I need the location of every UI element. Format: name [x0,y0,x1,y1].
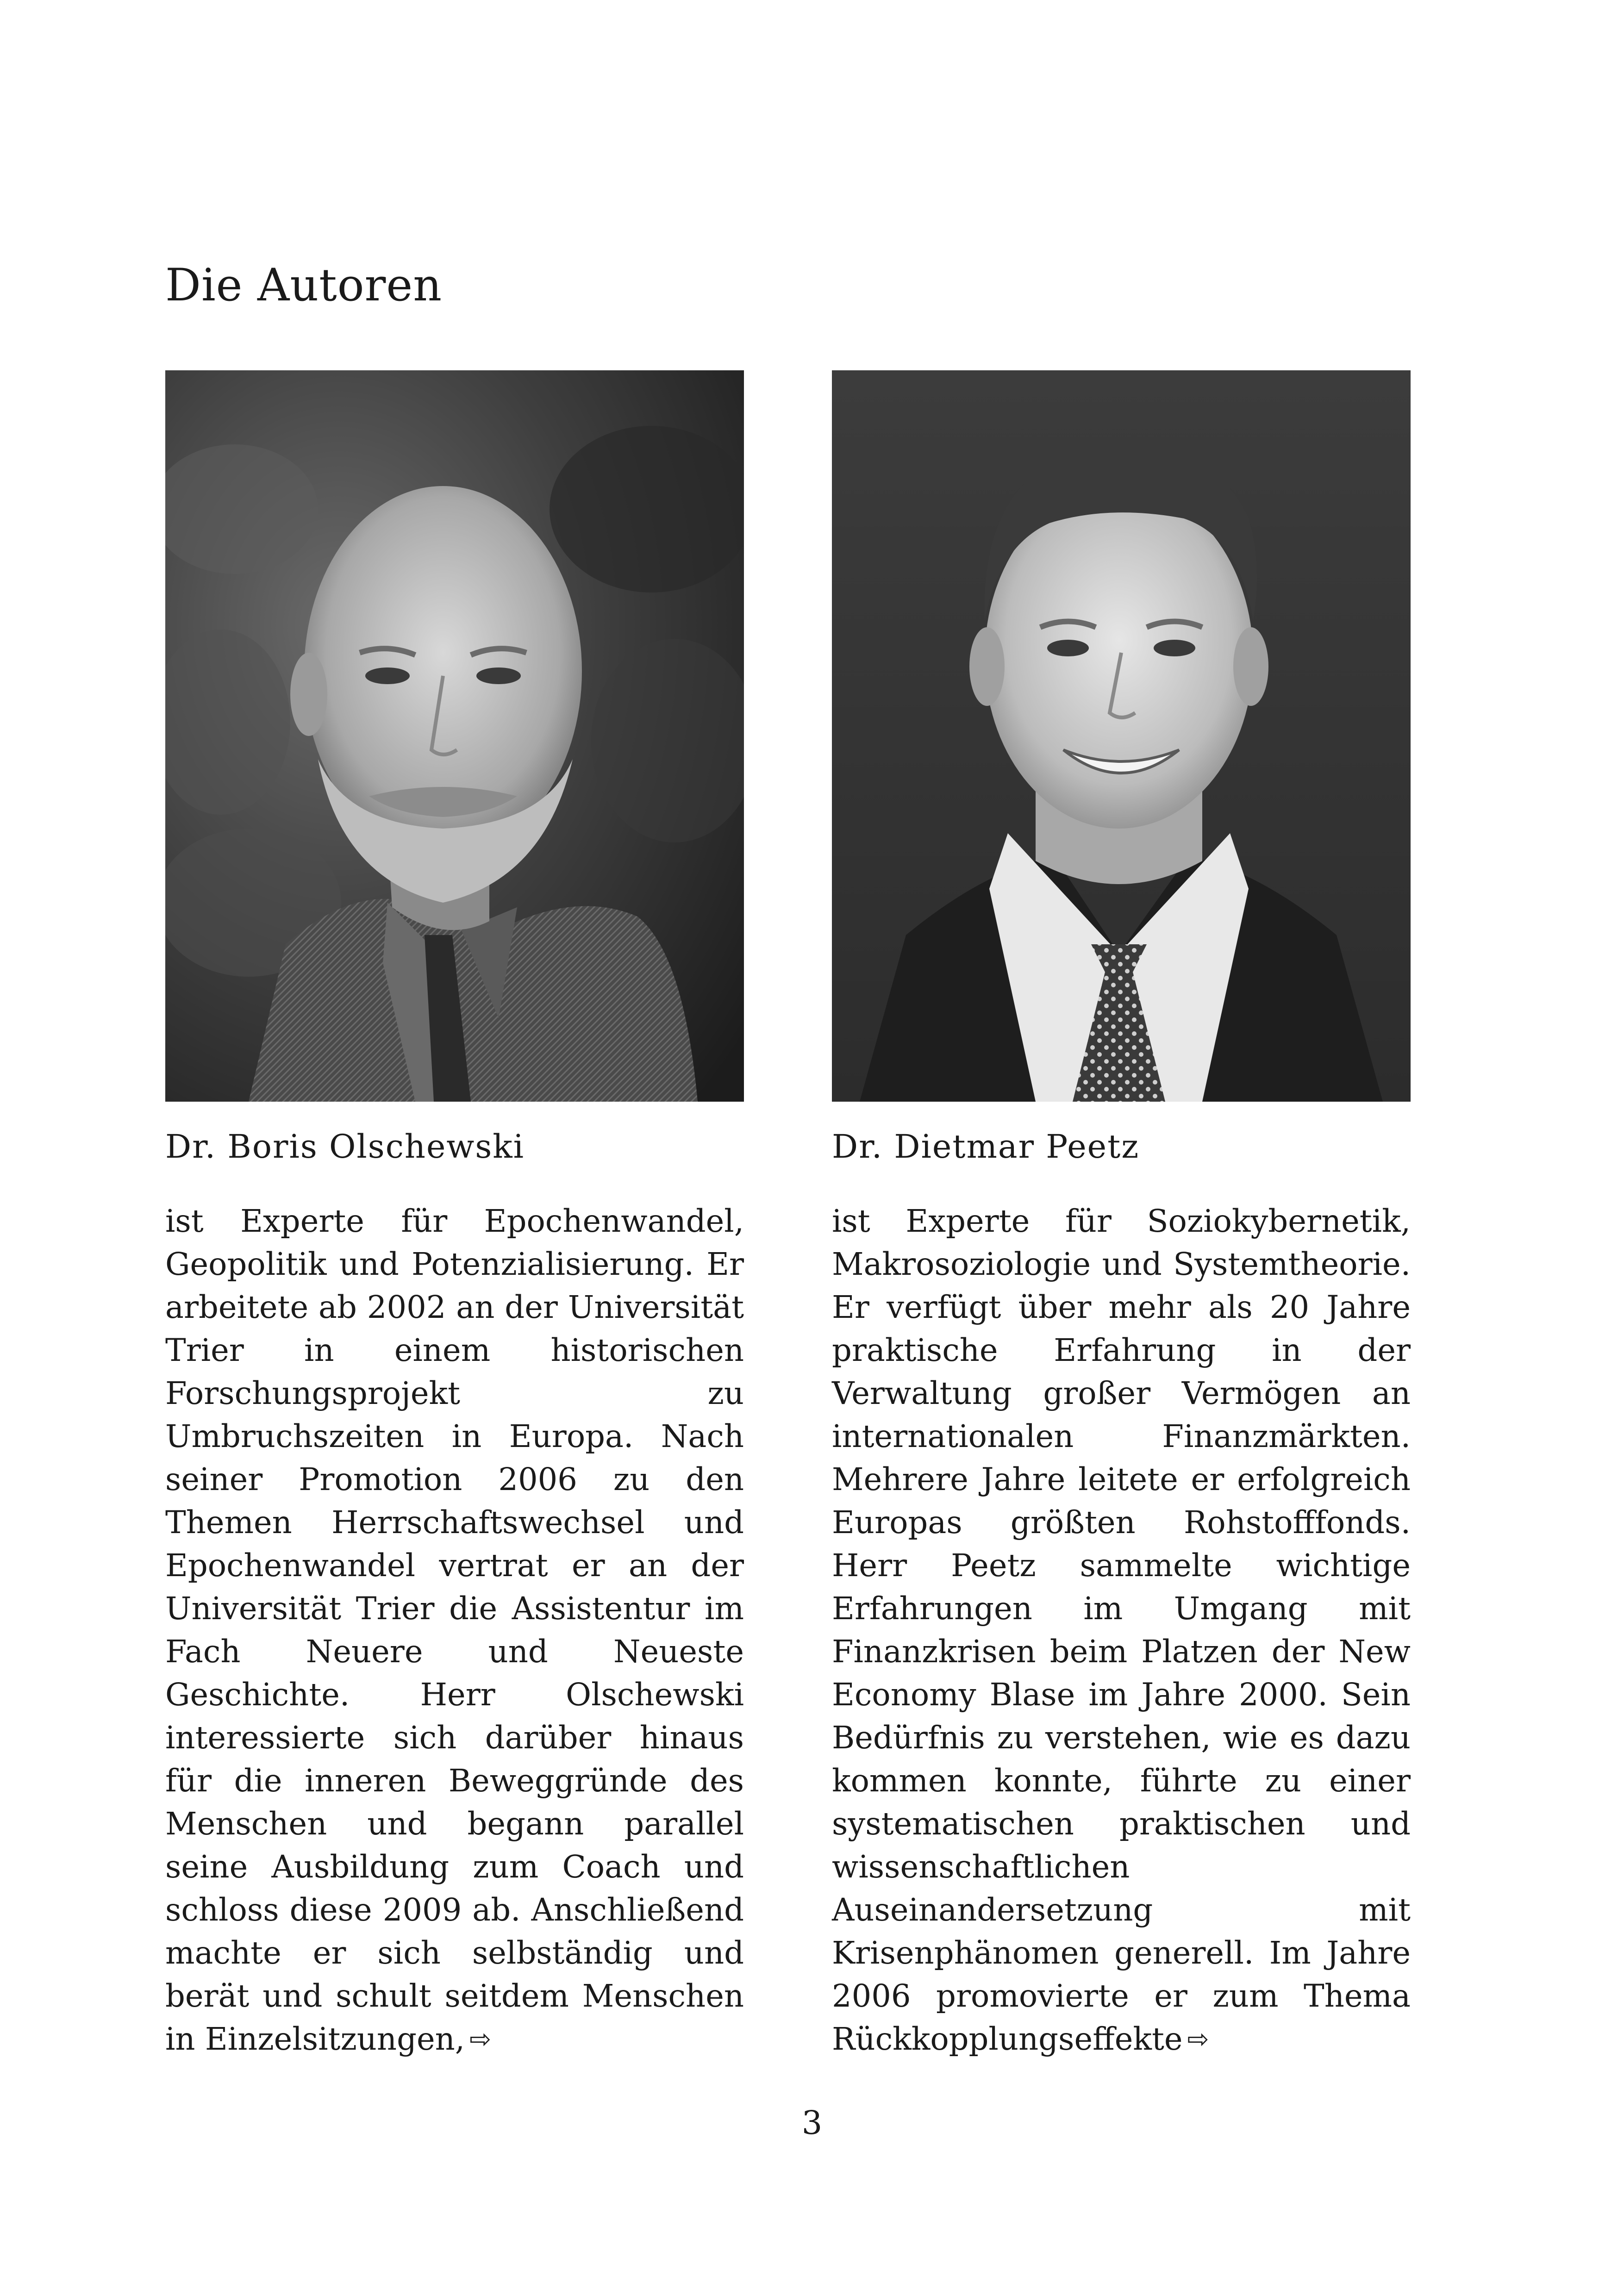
continue-arrow-icon: ⇨ [1187,2024,1209,2054]
page-title: Die Autoren [165,259,443,311]
author-name: Dr. Boris Olschewski [165,1128,525,1166]
portrait-image [165,370,744,1102]
portrait-image [832,370,1411,1102]
author-column-olschewski [165,370,744,2061]
page-number: 3 [801,2104,823,2142]
author-photo-peetz [832,370,1411,1102]
author-photo-olschewski [165,370,744,1102]
continue-arrow-icon: ⇨ [469,2024,491,2054]
author-column-peetz [832,370,1411,2061]
author-bio: ist Experte für Soziokybernetik, Makrosoziologie und Systemtheorie. Er verfügt über mehr als 20 Jahre praktische Erfahrung in der Verwaltung großer Vermögen an internationalen Finanzmärkten. Mehrere Jahre leitete er erfolgreich Europas größten Rohstofffonds. Herr Peetz sammelte wichtige Erfahrungen im Umgang mit Finanzkrisen beim Platzen der New Economy Blase im Jahre 2000. Sein Bedürfnis zu verstehen, wie es dazu kommen konnte, führte zu einer systematischen praktischen und wissenschaftlichen Auseinandersetzung mit Krisenphänomen generell. Im Jahre 2006 promovierte er zum Thema Rückkopplungseffekte ⇨ [832,1200,1411,2061]
author-name: Dr. Dietmar Peetz [832,1128,1140,1166]
author-bio: ist Experte für Epochenwandel, Geopolitik und Potenzialisierung. Er arbeitete ab 2002 an der Universität Trier in einem historischen Forschungsprojekt zu Umbruchszeiten in Europa. Nach seiner Promotion 2006 zu den Themen Herrschaftswechsel und Epochenwandel vertrat er an der Universität Trier die Assistentur im Fach Neuere und Neueste Geschichte. Herr Olschewski interessierte sich darüber hinaus für die inneren Beweggründe des Menschen und begann parallel seine Ausbildung zum Coach und schloss diese 2009 ab. Anschließend machte er sich selbständig und berät und schult seitdem Menschen in Einzelsitzungen, ⇨ [165,1200,744,2061]
